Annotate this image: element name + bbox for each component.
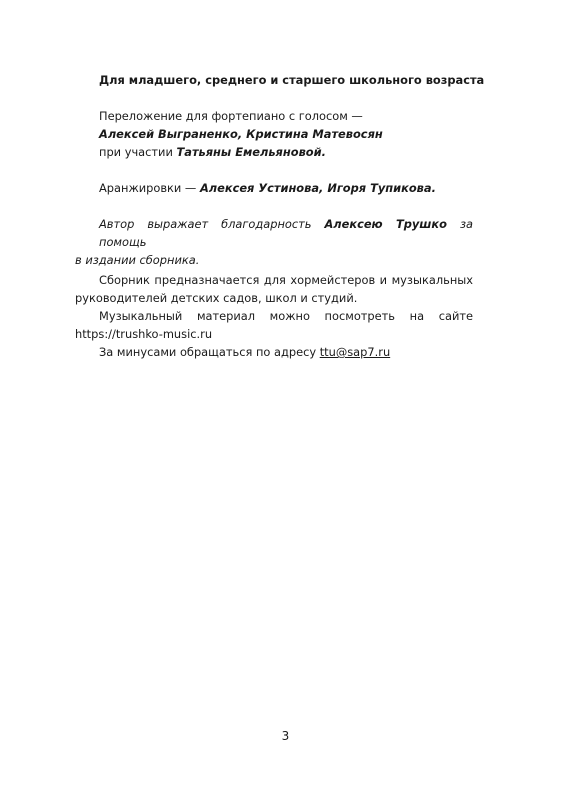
acknowledgement-block <box>75 215 473 269</box>
participation-name: Татьяны Емельяновой. <box>176 145 326 159</box>
orchestration-prefix: Аранжировки — <box>99 181 200 195</box>
acknowledgement-suffix: за помощь <box>99 217 473 249</box>
arrangement-authors: Алексей Выграненко, Кристина Матевосян <box>99 127 383 141</box>
page-heading: Для младшего, среднего и старшего школьного возраста <box>99 73 485 87</box>
acknowledgement-line-2: в издании сборника. <box>75 253 200 267</box>
arrangement-credits <box>75 107 473 161</box>
acknowledgement-prefix: Автор выражает благодарность <box>99 217 325 231</box>
purpose-line-2: руководителей детских садов, школ и студий. <box>75 291 358 305</box>
arrangement-prefix: Переложение для фортепиано с голосом — <box>99 109 363 123</box>
participation-line <box>75 143 473 161</box>
purpose-line-1: Сборник предназначается для хормейстеров и музыкальных <box>99 273 473 287</box>
orchestration-credits <box>75 179 473 197</box>
participation-prefix: при участии <box>99 145 177 159</box>
orchestration-line <box>75 179 473 197</box>
info-block <box>75 271 473 361</box>
material-line-1: Музыкальный материал можно посмотреть на сайте <box>99 309 473 323</box>
acknowledgement-line-1 <box>75 215 473 251</box>
material-url[interactable]: https://trushko-music.ru <box>75 327 213 341</box>
contact-line <box>75 343 473 361</box>
page-number: 3 <box>281 729 290 743</box>
contact-email-link[interactable]: ttu@sap7.ru <box>319 345 391 359</box>
heading-block <box>75 71 485 89</box>
orchestration-names: Алексея Устинова, Игоря Тупикова. <box>199 181 436 195</box>
contact-prefix: За минусами обращаться по адресу <box>99 345 320 359</box>
acknowledgement-name: Алексею Трушко <box>324 217 447 231</box>
